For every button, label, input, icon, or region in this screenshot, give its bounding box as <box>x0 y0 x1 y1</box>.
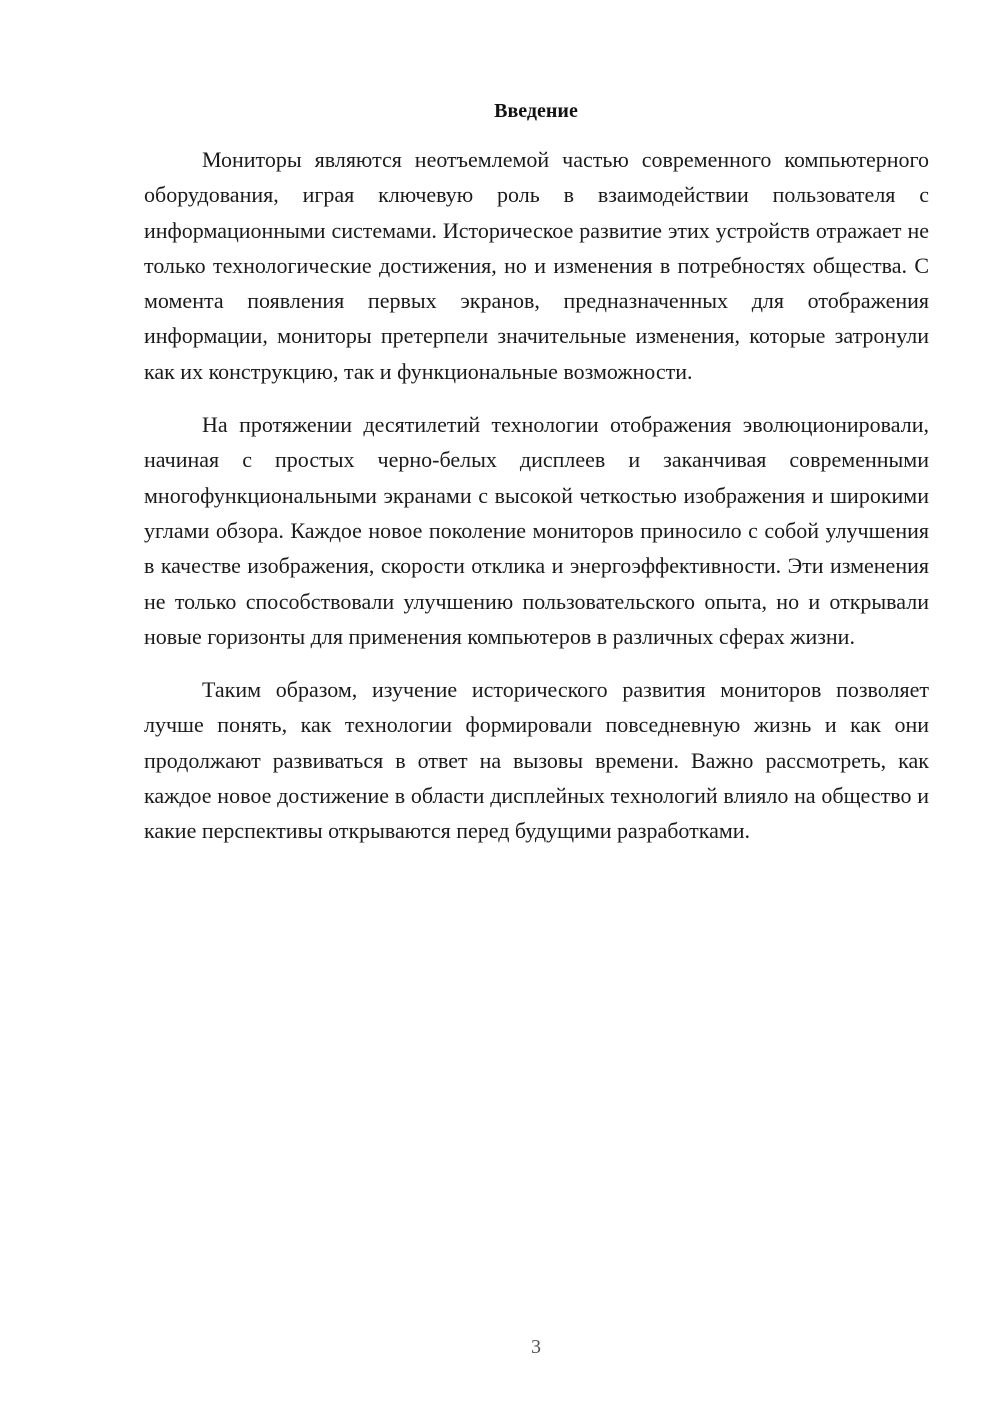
paragraph-3: Таким образом, изучение исторического развития мониторов позволяет лучше понять, как технологии формировали повседневную жизнь и как они продолжают развиваться в ответ на вызовы времени. Важно рассмотреть, как каждое новое достижение в области дисплейных технологий влияло на общество и какие перспективы открываются перед будущими разработками. <box>144 677 929 844</box>
body-text <box>144 142 929 849</box>
paragraph-1: Мониторы являются неотъемлемой частью современного компьютерного оборудования, играя ключевую роль в взаимодействии пользователя с информационными системами. Историческое развитие этих устройств отражает не только технологические достижения, но и изменения в потребностях общества. С момента появления первых экранов, предназначенных для отображения информации, мониторы претерпели значительные изменения, которые затронули как их конструкцию, так и функциональные возможности. <box>144 147 929 384</box>
section-title: Введение <box>494 100 578 122</box>
page-number: 3 <box>531 1336 541 1358</box>
paragraph-2: На протяжении десятилетий технологии отображения эволюционировали, начиная с простых черно-белых дисплеев и заканчивая современными многофункциональными экранами с высокой четкостью изображения и широкими углами обзора. Каждое новое поколение мониторов приносило с собой улучшения в качестве изображения, скорости отклика и энергоэффективности. Эти изменения не только способствовали улучшению пользовательского опыта, но и открывали новые горизонты для применения компьютеров в различных сферах жизни. <box>144 412 929 649</box>
